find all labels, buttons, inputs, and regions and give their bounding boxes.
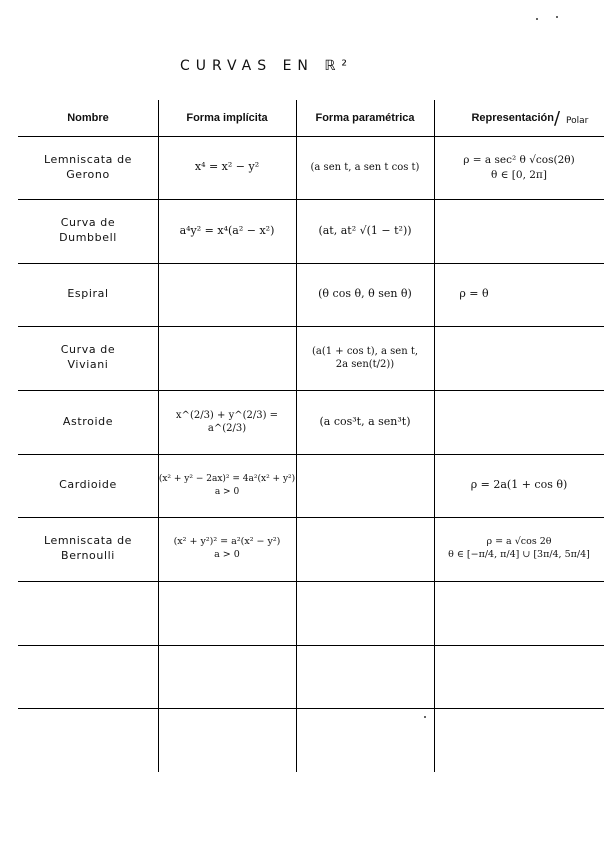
- row-name: Curva de Viviani: [60, 343, 116, 371]
- scan-speck: [556, 16, 558, 18]
- row-name: Astroide: [62, 414, 114, 428]
- row-implicit: (x² + y²)² = a²(x² − y²) a > 0: [173, 536, 281, 560]
- row-name: Espiral: [67, 287, 109, 301]
- row-implicit: [158, 326, 296, 390]
- row-implicit: x^(2/3) + y^(2/3) = a^(2/3): [175, 409, 279, 434]
- header-nombre: Nombre: [67, 111, 109, 124]
- scan-speck: [536, 18, 538, 20]
- row-polar: [434, 390, 604, 454]
- row-implicit: a⁴y² = x⁴(a² − x²): [179, 223, 275, 237]
- row-name: Lemniscata de Gerono: [43, 152, 133, 181]
- row-polar: [434, 326, 604, 390]
- header-polar: Polar: [566, 116, 589, 126]
- header-forma-parametrica: Forma paramétrica: [315, 111, 415, 124]
- row-polar: ρ = a sec² θ √cos(2θ) θ ∈ [0, 2π]: [463, 154, 575, 181]
- row-parametric: (a(1 + cos t), a sen t, 2a sen(t/2)): [311, 345, 419, 370]
- row-parametric: [296, 454, 434, 517]
- row-name: [18, 708, 158, 772]
- row-name: Curva de Dumbbell: [59, 216, 117, 244]
- row-polar: ρ = 2a(1 + cos θ): [470, 478, 568, 492]
- row-name: Lemniscata de Bernoulli: [43, 534, 133, 562]
- scan-speck: [424, 716, 426, 718]
- row-parametric: (a cos³t, a sen³t): [319, 414, 411, 428]
- row-implicit: [158, 263, 296, 326]
- header-forma-implicita: Forma implícita: [186, 111, 268, 124]
- row-name: [18, 645, 158, 708]
- slash-mark: /: [554, 108, 561, 129]
- row-implicit: (x² + y² − 2ax)² = 4a²(x² + y²) a > 0: [158, 474, 296, 497]
- row-implicit: x⁴ = x² − y²: [194, 160, 260, 174]
- row-parametric: (a sen t, a sen t cos t): [310, 161, 420, 173]
- row-name: Cardioide: [59, 478, 117, 492]
- page-title: CURVAS EN ℝ²: [180, 58, 354, 74]
- row-parametric: (θ cos θ, θ sen θ): [318, 287, 412, 301]
- row-polar: [434, 199, 604, 263]
- row-name: [18, 581, 158, 645]
- curves-table: [18, 100, 604, 772]
- header-representacion: Representación: [471, 111, 554, 124]
- row-parametric: (at, at² √(1 − t²)): [318, 223, 412, 237]
- row-polar: ρ = a √cos 2θ θ ∈ [−π/4, π/4] ∪ [3π/4, 5π/4]: [448, 536, 590, 560]
- row-parametric: [296, 517, 434, 581]
- row-polar: ρ = θ: [459, 287, 489, 301]
